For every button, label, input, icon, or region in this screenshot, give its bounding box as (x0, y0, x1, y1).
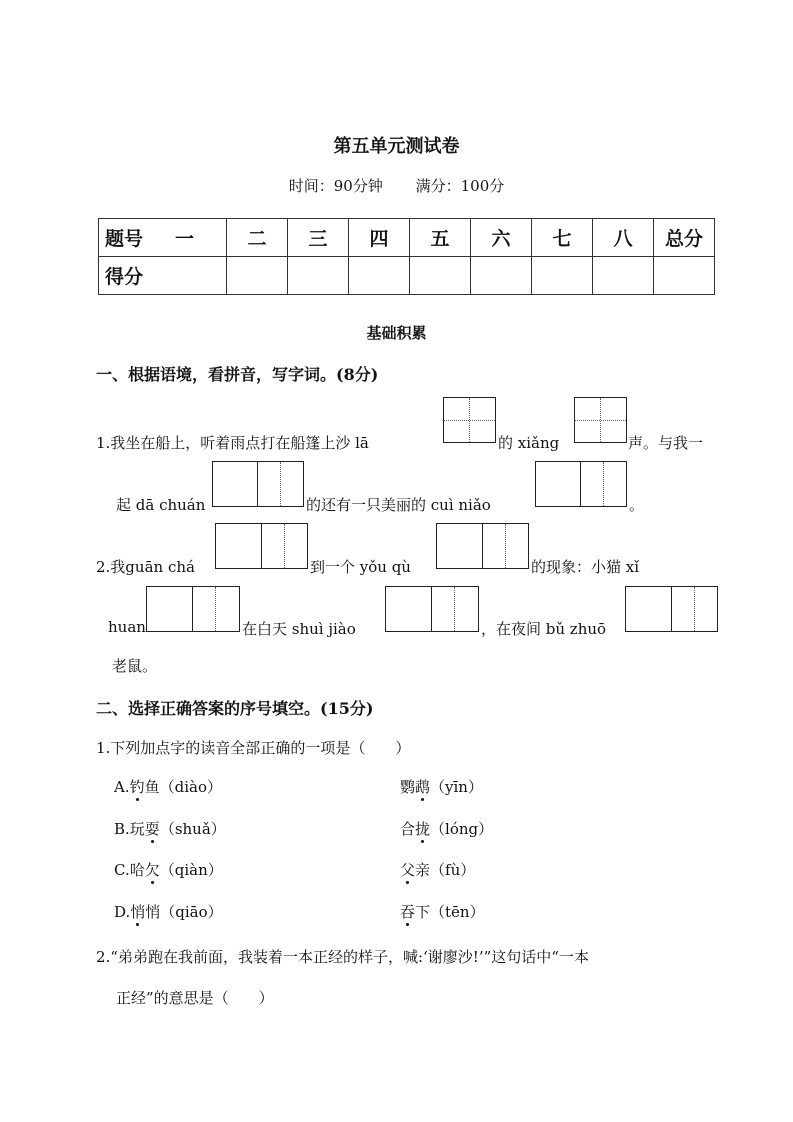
q2-text-a: 2.我guān chá (96, 558, 195, 576)
q1-text-d: 起 dā chuán (116, 496, 206, 514)
score-cell[interactable] (227, 257, 288, 295)
q2-text-f: ，在夜间 bǔ zhuō (481, 620, 607, 638)
q2-text-b: 到一个 yǒu qù (310, 558, 411, 576)
option-b-right: 合拢（lóng） (400, 820, 494, 838)
part1-heading: 一、根据语境，看拼音，写字词。(8分) (96, 365, 379, 384)
score-cell[interactable] (410, 257, 471, 295)
col-7-label: 七 (532, 219, 593, 257)
answer-box-3[interactable] (212, 461, 304, 507)
col-total-label: 总分 (654, 219, 715, 257)
score-cell[interactable] (349, 257, 410, 295)
col-1-label: 一 (175, 228, 195, 250)
q2-text-g: 老鼠。 (112, 657, 158, 675)
q1-text-a: 1.我坐在船上，听着雨点打在船篷上沙 lā (96, 434, 369, 452)
page-title: 第五单元测试卷 (333, 136, 460, 157)
q1-text-b: 的 xiǎng (498, 434, 560, 452)
col-6-label: 六 (471, 219, 532, 257)
answer-box-9[interactable] (625, 586, 718, 632)
answer-box-4[interactable] (535, 461, 627, 507)
answer-box-2[interactable] (574, 397, 627, 443)
answer-box-1[interactable] (443, 397, 496, 443)
score-cell[interactable] (471, 257, 532, 295)
answer-box-8[interactable] (385, 586, 479, 632)
score-table-row1-head: 题号 一 (99, 219, 227, 257)
p2-q1-stem: 1.下列加点字的读音全部正确的一项是（ ） (96, 739, 411, 757)
part2-heading: 二、选择正确答案的序号填空。(15分) (96, 699, 374, 718)
score-table-header-row (99, 219, 715, 257)
col-2-label: 二 (227, 219, 288, 257)
answer-box-7[interactable] (146, 586, 240, 632)
score-cell[interactable] (654, 257, 715, 295)
option-c[interactable]: C.哈欠（qiàn） (114, 861, 223, 879)
q2-text-c: 的现象：小猫 xǐ (531, 558, 640, 576)
exam-info (0, 175, 793, 196)
answer-box-5[interactable] (215, 523, 308, 569)
option-c-right: 父亲（fù） (400, 861, 476, 879)
q1-text-e: 的还有一只美丽的 cuì niǎo (306, 496, 491, 514)
answer-box-6[interactable] (436, 523, 529, 569)
col-4-label: 四 (349, 219, 410, 257)
p2-q2-line1: 2.“弟弟跑在我前面，我装着一本正经的样子，喊:‘谢廖沙!’”这句话中“一本 (96, 948, 589, 966)
option-a-right: 鹦鹉（yīn） (400, 778, 483, 796)
q1-text-c: 声。与我一 (628, 434, 704, 452)
q1-text-f: 。 (629, 496, 645, 514)
col-3-label: 三 (288, 219, 349, 257)
score-cell[interactable] (288, 257, 349, 295)
col-5-label: 五 (410, 219, 471, 257)
p2-q2-line2: 正经”的意思是（ ） (116, 989, 274, 1007)
score-cell[interactable] (532, 257, 593, 295)
time-limit: 时间：90分钟 (288, 177, 383, 195)
score-table (98, 218, 715, 295)
score-cell[interactable] (593, 257, 654, 295)
option-a[interactable]: A.钓鱼（diào） (114, 778, 222, 796)
q2-text-e: 在白天 shuì jiào (242, 620, 356, 638)
option-b[interactable]: B.玩耍（shuǎ） (114, 820, 226, 838)
score-table-score-row (99, 257, 715, 295)
score-table-row2-head: 得分 (99, 257, 227, 295)
col-8-label: 八 (593, 219, 654, 257)
option-d[interactable]: D.悄悄（qiāo） (114, 903, 223, 921)
full-score: 满分：100分 (415, 177, 505, 195)
option-d-right: 吞下（tēn） (400, 903, 485, 921)
section-title: 基础积累 (366, 324, 427, 342)
q2-text-d: huan (108, 618, 146, 636)
